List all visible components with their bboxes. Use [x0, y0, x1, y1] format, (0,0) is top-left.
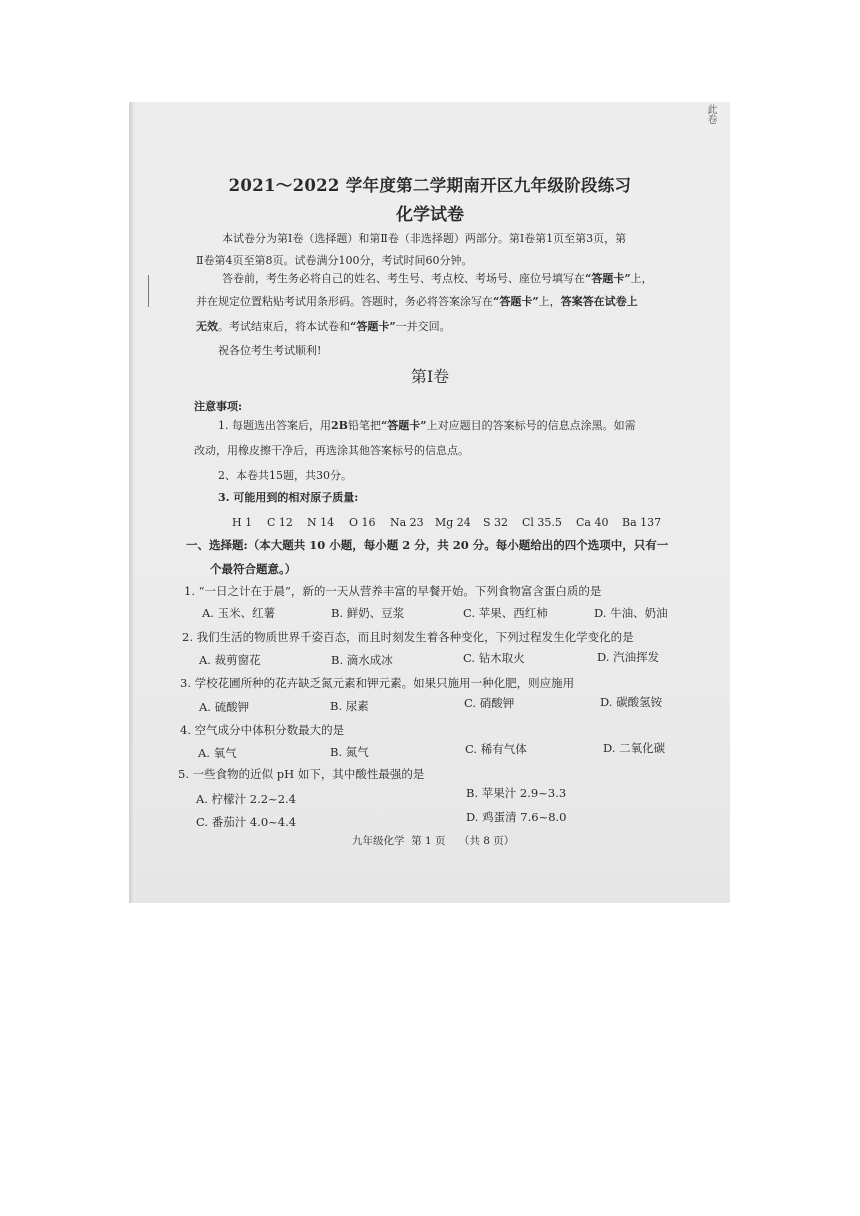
question-1-stem: 1. “一日之计在于晨”，新的一天从营养丰富的早餐开始。下列食物富含蛋白质的是	[184, 584, 602, 598]
question-5-stem: 5. 一些食物的近似 pH 如下，其中酸性最强的是	[178, 767, 425, 781]
intro-line-4	[196, 295, 638, 309]
exam-title: 2021～2022 学年度第二学期南开区九年级阶段练习	[228, 176, 632, 195]
intro-text: 上，	[538, 295, 561, 308]
answer-card-term: “答题卡”	[380, 419, 427, 432]
question-2-stem: 2. 我们生活的物质世界千姿百态，而且时刻发生着各种变化，下列过程发生化学变化的是	[182, 630, 634, 644]
question-5-option-a: A. 柠檬汁 2.2~2.4	[196, 792, 296, 806]
side-margin-mark: 此卷	[705, 104, 716, 124]
footer-page-number: 第 1 页	[411, 835, 446, 847]
note-1-line-1	[218, 419, 636, 433]
atomic-mass-item: Mg 24	[435, 516, 471, 529]
question-4-option-d: D. 二氧化碳	[603, 741, 666, 755]
question-2-option-d: D. 汽油挥发	[597, 650, 660, 664]
question-1-option-b: B. 鲜奶、豆浆	[331, 606, 405, 620]
question-1-option-d: D. 牛油、奶油	[594, 606, 668, 620]
note-3: 3. 可能用到的相对原子质量:	[218, 491, 359, 504]
intro-text: 。考试结束后，将本试卷和	[218, 320, 350, 333]
question-2-option-b: B. 滴水成冰	[331, 653, 393, 667]
question-5-option-b: B. 苹果汁 2.9~3.3	[466, 786, 567, 800]
question-3-option-b: B. 尿素	[330, 699, 369, 713]
question-3-option-c: C. 硝酸钾	[464, 696, 515, 710]
atomic-mass-item: Na 23	[390, 516, 424, 529]
footer-subject: 九年级化学	[352, 835, 405, 847]
atomic-mass-item: C 12	[267, 516, 293, 529]
question-1-option-a: A. 玉米、红薯	[202, 606, 276, 620]
question-2-option-c: C. 钻木取火	[463, 651, 525, 665]
footer-total-pages: （共 8 页）	[458, 835, 515, 847]
atomic-mass-item: N 14	[307, 516, 335, 529]
intro-line-1: 本试卷分为第Ⅰ卷（选择题）和第Ⅱ卷（非选择题）两部分。第Ⅰ卷第1页至第3页，第	[222, 232, 627, 245]
question-3-stem: 3. 学校花圃所种的花卉缺乏氮元素和钾元素。如果只施用一种化肥，则应施用	[180, 676, 575, 690]
part-1-heading-line-1: 一、选择题:（本大题共 10 小题，每小题 2 分，共 20 分。每小题给出的四个选项中，只有一	[186, 538, 669, 552]
question-2-option-a: A. 裁剪窗花	[199, 653, 261, 667]
atomic-mass-item: O 16	[349, 516, 376, 529]
note-text: 1. 每题选出答案后，用	[218, 419, 331, 432]
part-1-heading-line-2: 个最符合题意。）	[210, 562, 297, 576]
question-3-option-d: D. 碳酸氢铵	[600, 695, 663, 709]
note-text: 铅笔把	[347, 419, 381, 432]
atomic-mass-item: Ca 40	[576, 516, 609, 529]
intro-text: 答卷前，考生务必将自己的姓名、考生号、考点校、考场号、座位号填写在	[222, 272, 585, 285]
intro-text: 上，	[630, 272, 653, 285]
intro-text: 并在规定位置粘贴考试用条形码。答题时，务必将答案涂写在	[196, 295, 493, 308]
note-1-line-2: 改动，用橡皮擦干净后，再选涂其他答案标号的信息点。	[194, 444, 469, 457]
intro-wish: 祝各位考生考试顺利!	[218, 344, 322, 357]
warning-text: 答案答在试卷上	[560, 295, 638, 308]
intro-line-5	[196, 320, 451, 334]
answer-card-term: “答题卡”	[493, 295, 539, 308]
atomic-mass-item: S 32	[483, 516, 509, 529]
intro-line-2: Ⅱ卷第4页至第8页。试卷满分100分，考试时间60分钟。	[196, 254, 473, 267]
note-text: 上对应题目的答案标号的信息点涂黑。如需	[426, 419, 636, 432]
binding-line-mark	[148, 275, 151, 307]
section-title: 第Ⅰ卷	[410, 367, 450, 386]
intro-line-3	[222, 272, 653, 286]
pencil-type: 2B	[331, 419, 348, 432]
answer-card-term: “答题卡”	[585, 272, 631, 285]
question-4-option-c: C. 稀有气体	[465, 742, 527, 756]
question-3-option-a: A. 硫酸钾	[199, 700, 250, 714]
question-5-option-d: D. 鸡蛋清 7.6~8.0	[466, 810, 567, 824]
answer-card-term: “答题卡”	[350, 320, 396, 333]
notes-heading: 注意事项:	[194, 400, 243, 413]
question-1-option-c: C. 苹果、西红柿	[463, 606, 548, 620]
intro-text: 一并交回。	[395, 320, 451, 333]
note-2: 2、本卷共15题，共30分。	[218, 469, 352, 482]
exam-subtitle: 化学试卷	[396, 205, 464, 225]
atomic-mass-item: Cl 35.5	[522, 516, 562, 529]
atomic-mass-item: Ba 137	[622, 516, 662, 529]
question-4-stem: 4. 空气成分中体积分数最大的是	[180, 723, 345, 737]
question-4-option-b: B. 氮气	[330, 745, 369, 759]
atomic-mass-item: H 1	[232, 516, 253, 529]
question-4-option-a: A. 氧气	[198, 746, 237, 760]
question-5-option-c: C. 番茄汁 4.0~4.4	[196, 815, 297, 829]
page-footer	[352, 834, 514, 848]
warning-text: 无效	[196, 320, 218, 333]
